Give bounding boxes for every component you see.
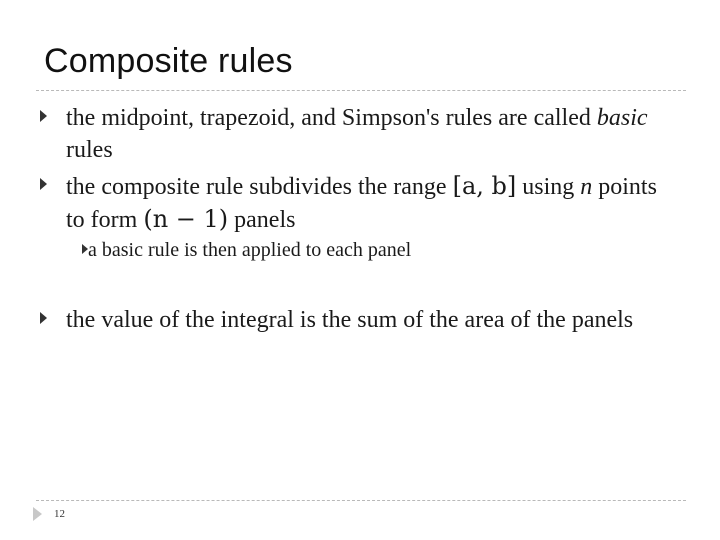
slide-title: Composite rules bbox=[44, 42, 293, 80]
bullet-text-part: using bbox=[516, 174, 581, 200]
bullet-item-composite-rule bbox=[36, 170, 666, 236]
bullet-arrow-icon bbox=[40, 312, 47, 324]
bullet-item-integral-value bbox=[36, 304, 666, 336]
bullet-text-part: panels bbox=[228, 207, 296, 233]
bullet-text: the value of the integral is the sum of the area of the panels bbox=[66, 307, 634, 333]
bullet-text-part: the midpoint, trapezoid, and Simpson's rules are called bbox=[66, 105, 597, 131]
math-n: n bbox=[580, 174, 593, 200]
sub-bullet-item bbox=[36, 236, 666, 264]
sub-bullet-text: a basic rule is then applied to each panel bbox=[88, 239, 412, 261]
top-divider bbox=[36, 90, 686, 91]
bullet-text-part: rules bbox=[66, 137, 113, 163]
bullet-text-part: points to form bbox=[66, 174, 657, 233]
math-range: [a, b] bbox=[452, 172, 517, 200]
footer-arrow-icon bbox=[33, 507, 42, 521]
bullet-text-part: the composite rule subdivides the range bbox=[66, 174, 453, 200]
math-panels: (n − 1) bbox=[143, 205, 229, 233]
page-number: 12 bbox=[54, 508, 65, 520]
bullet-text bbox=[66, 170, 666, 236]
bullet-arrow-icon bbox=[40, 110, 47, 122]
bullet-item-basic-rules bbox=[36, 102, 666, 166]
bullet-arrow-icon bbox=[40, 178, 47, 190]
bullet-text bbox=[66, 102, 666, 166]
sub-bullet-arrow-icon bbox=[82, 244, 88, 254]
bottom-divider bbox=[36, 500, 686, 501]
emphasis-text: basic bbox=[596, 105, 648, 131]
